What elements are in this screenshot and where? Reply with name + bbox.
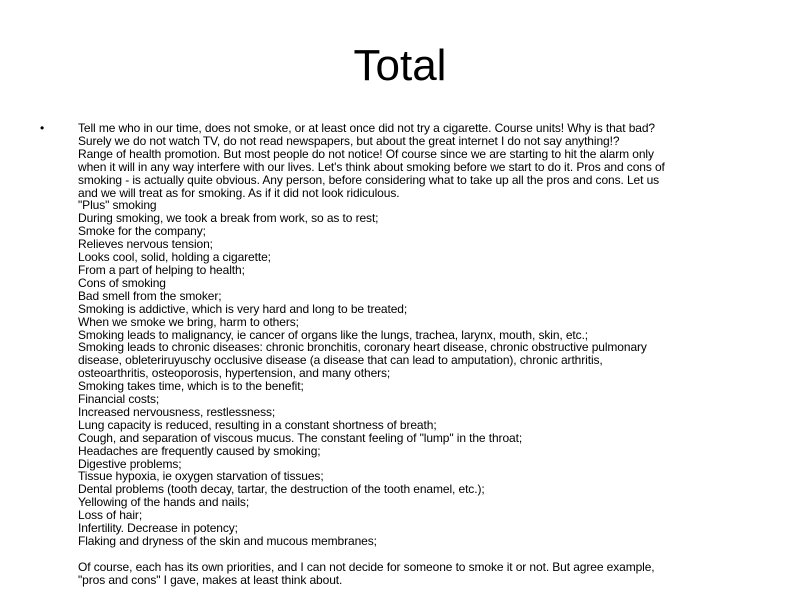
text-line: Headaches are frequently caused by smoking; (78, 443, 321, 458)
text-line: Yellowing of the hands and nails; (78, 495, 250, 510)
text-line: Looks cool, solid, holding a cigarette; (78, 250, 271, 265)
text-line: Flaking and dryness of the skin and mucous membranes; (78, 534, 377, 548)
bullet-text (78, 122, 740, 587)
text-line: "Plus" smoking (78, 198, 157, 213)
slide-title: Total (353, 41, 447, 90)
text-line: Smoke for the company; (78, 224, 206, 239)
text-line: Cons of smoking (78, 275, 166, 290)
text-line: Dental problems (tooth decay, tartar, the destruction of the tooth enamel, etc.); (78, 482, 485, 497)
text-line: Smoking leads to malignancy, ie cancer of organs like the lungs, trachea, larynx, mouth, skin, etc.; (78, 327, 589, 342)
text-line: When we smoke we bring, harm to others; (78, 314, 299, 329)
text-line: Smoking is addictive, which is very hard and long to be treated; (78, 301, 408, 316)
text-line: Loss of hair; (78, 508, 143, 523)
text-line: Of course, each has its own priorities, and I can not decide for someone to smoke it or not. But agree example, (78, 559, 655, 574)
text-line: Infertility. Decrease in potency; (78, 521, 238, 536)
text-line: disease, obleteriruyuschy occlusive disease (a disease that can lead to amputation), chronic arthritis, (78, 353, 603, 368)
text-line: Relieves nervous tension; (78, 237, 213, 252)
text-line: Surely we do not watch TV, do not read newspapers, but about the great internet I do not say anything!? (78, 133, 620, 148)
text-line: Increased nervousness, restlessness; (78, 404, 276, 419)
text-line: From a part of helping to health; (78, 262, 245, 277)
text-line: Range of health promotion. But most people do not notice! Of course since we are starting to hit the alarm only (78, 146, 654, 161)
text-line: Tell me who in our time, does not smoke, or at least once did not try a cigarette. Course units! Why is that bad? (78, 121, 655, 135)
text-line: when it will in any way interfere with our lives. Let's think about smoking before we start to do it. Pros and cons of (78, 159, 665, 174)
text-line: Smoking leads to chronic diseases: chronic bronchitis, coronary heart disease, chronic obstructive pulmonary (78, 340, 647, 355)
text-line: Cough, and separation of viscous mucus. The constant feeling of "lump" in the throat; (78, 430, 523, 445)
text-line: "pros and cons" I gave, makes at least think about. (78, 572, 343, 587)
text-line: Financial costs; (78, 392, 160, 407)
text-line: osteoarthritis, osteoporosis, hypertension, and many others; (78, 366, 391, 381)
text-line: Digestive problems; (78, 456, 182, 471)
text-line: Smoking takes time, which is to the benefit; (78, 379, 304, 394)
text-line: Lung capacity is reduced, resulting in a constant shortness of breath; (78, 417, 437, 432)
blank-line (78, 548, 740, 561)
text-line: Bad smell from the smoker; (78, 288, 222, 303)
text-line: During smoking, we took a break from work, so as to rest; (78, 211, 379, 226)
bullet-icon: • (40, 121, 45, 135)
text-line: Tissue hypoxia, ie oxygen starvation of tissues; (78, 469, 324, 484)
text-line: smoking - is actually quite obvious. Any person, before considering what to take up all the pros and cons. Let us (78, 172, 660, 187)
text-line: and we will treat as for smoking. As if it did not look ridiculous. (78, 185, 400, 200)
